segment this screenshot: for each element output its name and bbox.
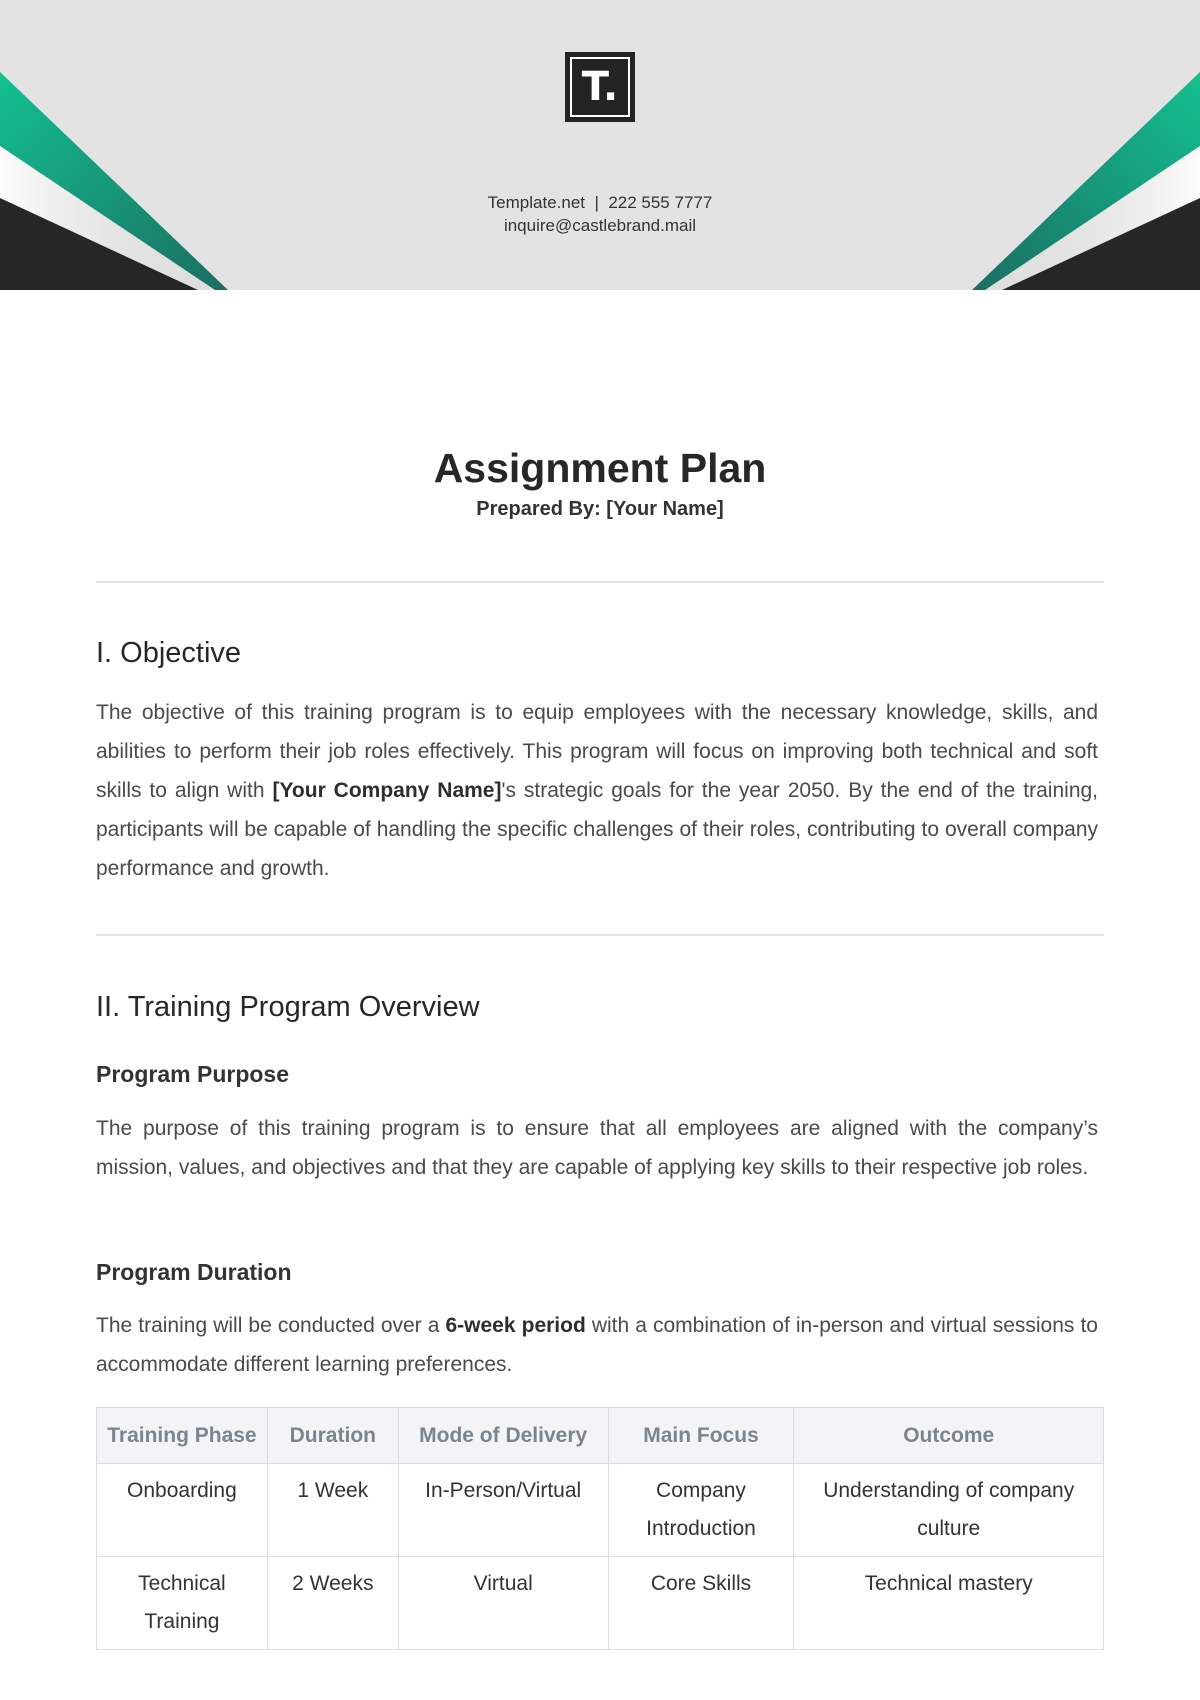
header-decoration	[0, 0, 1200, 290]
table-cell: Company Introduction	[608, 1464, 794, 1557]
table-cell: In-Person/Virtual	[398, 1464, 608, 1557]
table-row	[97, 1557, 1104, 1650]
divider	[96, 581, 1104, 583]
table-cell: Technical mastery	[794, 1557, 1104, 1650]
section-heading-objective: I. Objective	[96, 637, 242, 669]
table-cell: Core Skills	[608, 1557, 794, 1650]
column-header: Main Focus	[608, 1408, 794, 1464]
objective-text-end: 's strategic goals for the year 2050. By the end of the training, participants will be capable of handling the specific challenges of their roles, contributing to overall company performance and growth.	[96, 779, 1099, 880]
company-logo	[565, 52, 635, 122]
page-title: Assignment Plan	[433, 445, 767, 491]
company-name-placeholder: [Your Company Name]	[272, 779, 502, 802]
objective-text-start: The objective of this training program is to equip employees with the necessary knowledge, skills, and abilities to perform their job roles effectively. This program will focus on improving both technical and soft skills to align with	[96, 701, 1098, 802]
purpose-paragraph: The purpose of this training program is to ensure that all employees are aligned with the company’s mission, values, and objectives and that they are capable of applying key skills to their respective job roles.	[96, 1117, 1098, 1179]
table-cell: Virtual	[398, 1557, 608, 1650]
table-header-row	[97, 1408, 1104, 1464]
duration-text-end: with a combination of in-person and virtual sessions to accommodate different learning preferences.	[96, 1314, 1098, 1376]
duration-text-start: The training will be conducted over a	[96, 1314, 446, 1337]
document-title-block	[0, 440, 1200, 521]
subheading-program-duration: Program Duration	[96, 1259, 292, 1285]
column-header: Outcome	[794, 1408, 1104, 1464]
contact-email-line: inquire@castlebrand.mail	[503, 216, 697, 235]
table-row	[97, 1464, 1104, 1557]
contact-phone-line: Template.net | 222 555 7777	[487, 193, 713, 212]
column-header: Training Phase	[97, 1408, 268, 1464]
duration-paragraph	[96, 1306, 1098, 1384]
logo-letter: T.	[581, 64, 619, 110]
table-cell: 2 Weeks	[267, 1557, 398, 1650]
objective-paragraph	[96, 693, 1098, 888]
table-cell: Onboarding	[97, 1464, 268, 1557]
section-heading-overview: II. Training Program Overview	[96, 991, 480, 1023]
table-cell: Technical Training	[97, 1557, 268, 1650]
duration-highlight: 6-week period	[445, 1314, 586, 1337]
divider	[96, 934, 1104, 936]
subheading-program-purpose: Program Purpose	[96, 1061, 289, 1087]
prepared-by: Prepared By: [Your Name]	[476, 498, 724, 520]
table-cell: 1 Week	[267, 1464, 398, 1557]
training-phase-table	[96, 1407, 1104, 1650]
table-cell: Understanding of company culture	[794, 1464, 1104, 1557]
letterhead-header	[0, 0, 1200, 290]
column-header: Mode of Delivery	[398, 1408, 608, 1464]
column-header: Duration	[267, 1408, 398, 1464]
